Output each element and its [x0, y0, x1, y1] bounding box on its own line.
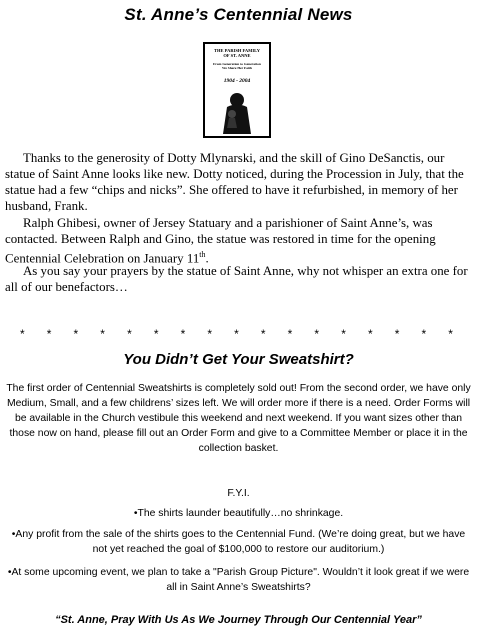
booklet-subtitle-line-1: From Generation to Generation: [213, 62, 261, 66]
statue-paragraph-1: Thanks to the generosity of Dotty Mlynarski, and the skill of Gino DeSanctis, our statue of Saint Anne looks like new. Dotty noticed, during the Procession in July, that the statue had a few “chips and nicks”. She offered to have it refurbished, in memory of her husband, Frank.: [5, 151, 464, 213]
asterisk-separator: * * * * * * * * * * * * * * * * *: [20, 327, 453, 341]
statue-paragraph-2: Ralph Ghibesi, owner of Jersey Statuary and a parishioner of Saint Anne’s, was contacted. Between Ralph and Gino, the statue was restored in time for the opening Centennial Celebration on January 11th.: [5, 216, 436, 266]
statue-paragraph-3: As you say your prayers by the statue of Saint Anne, why not whisper an extra one for all of our benefactors…: [5, 264, 468, 294]
sweatshirt-bullet-1: •The shirts launder beautifully…no shrinkage.: [133, 508, 344, 519]
booklet-subtitle-line-2: We Share Her Faith: [222, 66, 252, 70]
sweatshirt-bullet-3: •At some upcoming event, we plan to take a "Parish Group Picture". Wouldn’t it look great if we were all in Saint Anne’s Sweatshirts?: [7, 567, 470, 593]
booklet-title-line-1: THE PARISH FAMILY: [214, 48, 260, 53]
sweatshirt-heading: You Didn’t Get Your Sweatshirt?: [123, 351, 354, 368]
closing-prayer: “St. Anne, Pray With Us As We Journey Through Our Centennial Year”: [55, 614, 422, 626]
statue-silhouette-image: [217, 92, 257, 134]
booklet-years: 1904 - 2004: [223, 78, 251, 84]
fyi-label: F.Y.I.: [227, 488, 250, 499]
anniversary-booklet-cover: [203, 42, 271, 138]
sweatshirt-paragraph: The first order of Centennial Sweatshirts is completely sold out! From the second order, we have only Medium, Small, and a few childrens’ sizes left. We will order more if there is a need. Order Forms will be available in the Church vestibule this weekend and next weekend. If you want sizes other than those now on hand, please fill out an Order Form and give to a Committee Member or place it in the collection basket.: [6, 383, 471, 454]
sweatshirt-bullet-2: •Any profit from the sale of the shirts goes to the Centennial Fund. (We’re doing great, but we have not yet reached the goal of $100,000 to restore our auditorium.): [11, 529, 466, 555]
newsletter-title: St. Anne’s Centennial News: [124, 5, 353, 24]
booklet-title-line-2: OF ST. ANNE: [223, 53, 251, 58]
